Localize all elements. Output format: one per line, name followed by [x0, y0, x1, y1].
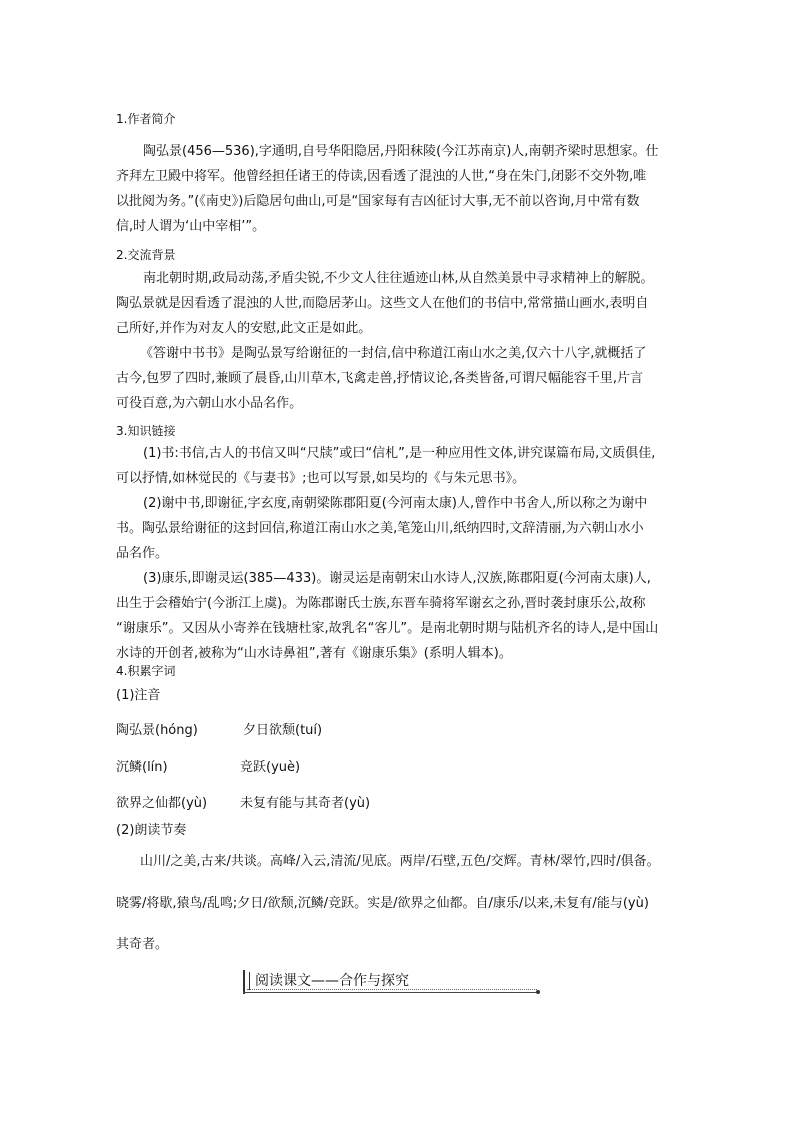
banner-tick — [249, 972, 250, 990]
paragraph-line: 可役百意,为六朝山水小品名作。 — [116, 396, 303, 411]
pronunciation-item: 陶弘景(hóng) — [116, 723, 198, 738]
paragraph-line: 古今,包罗了四时,兼顾了晨昏,山川草木,飞禽走兽,抒情议论,各类皆备,可谓尺幅能容千里,片言 — [116, 371, 644, 386]
subheading-pronunciation: (1)注音 — [116, 688, 161, 703]
paragraph-line: “谢康乐”。又因从小寄养在钱塘杜家,故乳名“客儿”。是南北朝时期与陆机齐名的诗人,是中国山 — [116, 621, 659, 636]
pronunciation-item: 夕日欲颓(tuí) — [243, 723, 323, 738]
paragraph-line: (3)康乐,即谢灵运(385—433)。谢灵运是南朝宋山水诗人,汉族,陈郡阳夏(今河南太康)人, — [143, 571, 651, 586]
pronunciation-item: 未复有能与其奇者(yù) — [240, 796, 371, 811]
paragraph-line: 品名作。 — [116, 546, 169, 561]
section-banner — [243, 970, 540, 996]
pronunciation-item: 沉鳞(lín) — [116, 760, 168, 775]
subheading-reading-rhythm: (2)朗读节奏 — [116, 823, 187, 838]
banner-rule — [243, 992, 537, 993]
paragraph-line: (1)书:书信,古人的书信又叫“尺牍”或曰“信札”,是一种应用性文体,讲究谋篇布局,文质俱佳, — [143, 446, 656, 461]
banner-dotted-rule — [247, 989, 537, 990]
rhythm-line: 其奇者。 — [116, 937, 169, 952]
paragraph-line: 出生于会稽始宁(今浙江上虞)。为陈郡谢氏士族,东晋车骑将军谢玄之孙,晋时袭封康乐公,故称 — [116, 596, 646, 611]
banner-title: 阅读课文——合作与探究 — [255, 973, 409, 989]
paragraph-line: 己所好,并作为对友人的安慰,此文正是如此。 — [116, 321, 372, 336]
paragraph-line: 《答谢中书书》是陶弘景写给谢征的一封信,信中称道江南山水之美,仅六十八字,就概括了 — [140, 346, 647, 361]
paragraph-line: 可以抒情,如林觉民的《与妻书》;也可以写景,如吴均的《与朱元思书》。 — [116, 471, 526, 486]
paragraph-line: 书。陶弘景给谢征的这封回信,称道江南山水之美,笔笼山川,纸纳四时,文辞清丽,为六朝山水小 — [116, 521, 644, 536]
paragraph-line: 水诗的开创者,被称为“山水诗鼻祖”,著有《谢康乐集》(系明人辑本)。 — [116, 646, 512, 661]
paragraph-line: 南北朝时期,政局动荡,矛盾尖锐,不少文人往往遁迹山林,从自然美景中寻求精神上的解脱。 — [143, 271, 654, 286]
banner-end-dot — [536, 990, 540, 994]
section-heading-background: 2.交流背景 — [116, 248, 176, 262]
paragraph-line: 齐拜左卫殿中将军。他曾经担任诸王的侍读,因看透了混浊的人世,“身在朱门,闭影不交外物,唯 — [116, 169, 647, 184]
rhythm-line: 山川/之美,古来/共谈。高峰/入云,清流/见底。两岸/石壁,五色/交辉。青林/翠竹,四时/俱备。 — [140, 854, 660, 869]
section-heading-vocabulary: 4.积累字词 — [116, 664, 176, 678]
pronunciation-item: 欲界之仙都(yù) — [116, 796, 208, 811]
banner-bar — [243, 970, 245, 994]
rhythm-line: 晓雾/将歇,猿鸟/乱鸣;夕日/欲颓,沉鳞/竞跃。实是/欲界之仙都。自/康乐/以来,未复有/能与(yù) — [116, 896, 649, 911]
paragraph-line: 以批阅为务。”(《南史》)后隐居句曲山,可是“国家每有吉凶征讨大事,无不前以咨询,月中常有数 — [116, 194, 640, 209]
paragraph-line: 陶弘景就是因看透了混浊的人世,而隐居茅山。这些文人在他们的书信中,常常描山画水,表明自 — [116, 296, 649, 311]
paragraph-line: 信,时人谓为‘山中宰相’”。 — [116, 219, 266, 234]
paragraph-line: (2)谢中书,即谢征,字玄度,南朝梁陈郡阳夏(今河南太康)人,曾作中书舍人,所以称之为谢中 — [143, 496, 648, 511]
section-heading-author: 1.作者简介 — [116, 112, 176, 126]
section-heading-knowledge: 3.知识链接 — [116, 424, 176, 438]
pronunciation-item: 竞跃(yuè) — [240, 760, 301, 775]
paragraph-line: 陶弘景(456—536),字通明,自号华阳隐居,丹阳秣陵(今江苏南京)人,南朝齐梁时思想家。仕 — [143, 144, 659, 159]
